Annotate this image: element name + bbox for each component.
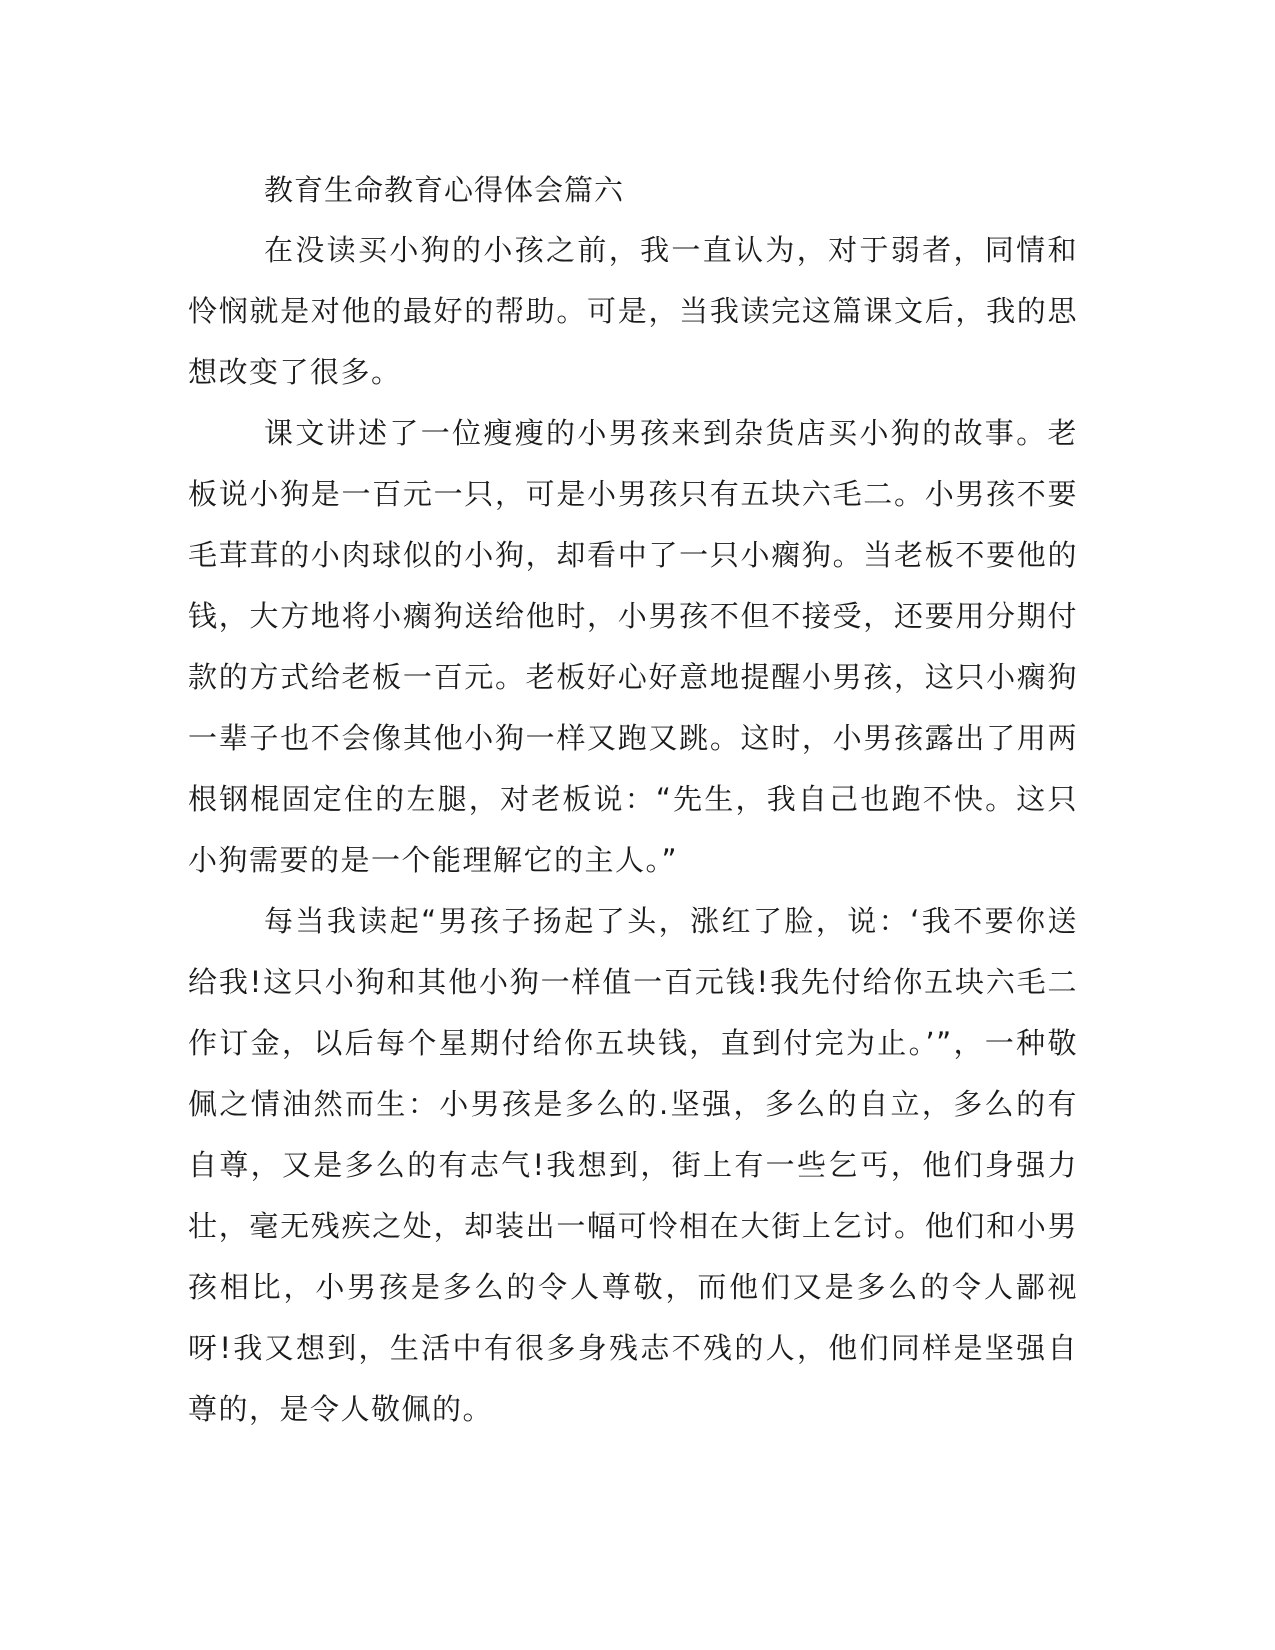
paragraph-2: 课文讲述了一位瘦瘦的小男孩来到杂货店买小狗的故事。老板说小狗是一百元一只，可是小男孩只有五块六毛二。小男孩不要毛茸茸的小肉球似的小狗，却看中了一只小瘸狗。当老板不要他的钱，大方地将小瘸狗送给他时，小男孩不但不接受，还要用分期付款的方式给老板一百元。老板好心好意地提醒小男孩，这只小瘸狗一辈子也不会像其他小狗一样又跑又跳。这时，小男孩露出了用两根钢棍固定住的左腿，对老板说：“先生，我自己也跑不快。这只小狗需要的是一个能理解它的主人。” (188, 416, 1078, 877)
document-body (188, 160, 1078, 1440)
document-title: 教育生命教育心得体会篇六 (264, 173, 625, 207)
paragraph-3: 每当我读起“男孩子扬起了头，涨红了脸，说：‘我不要你送给我!这只小狗和其他小狗一样值一百元钱!我先付给你五块六毛二作订金，以后每个星期付给你五块钱，直到付完为止。’”，一种敬佩之情油然而生：小男孩是多么的.坚强，多么的自立，多么的有自尊，又是多么的有志气!我想到，街上有一些乞丐，他们身强力壮，毫无残疾之处，却装出一幅可怜相在大街上乞讨。他们和小男孩相比，小男孩是多么的令人尊敬，而他们又是多么的令人鄙视呀!我又想到，生活中有很多身残志不残的人，他们同样是坚强自尊的，是令人敬佩的。 (188, 904, 1078, 1426)
paragraph-1: 在没读买小狗的小孩之前，我一直认为，对于弱者，同情和怜悯就是对他的最好的帮助。可是，当我读完这篇课文后，我的思想改变了很多。 (188, 233, 1078, 389)
